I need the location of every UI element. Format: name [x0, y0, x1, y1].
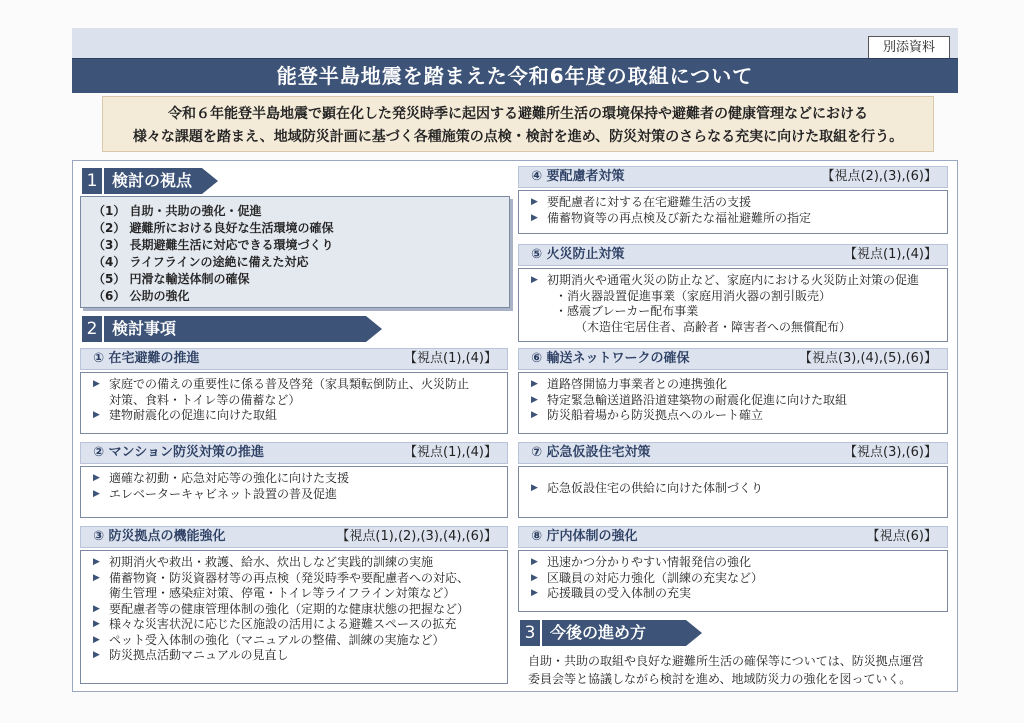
card-bullet-item: [93, 377, 501, 393]
card-c7-header: [518, 442, 948, 464]
card-title: ① 在宅避難の推進: [93, 351, 200, 366]
card-viewpoints: 【視点(1),(4)】: [404, 351, 497, 366]
bullet-marker-icon: ▶: [93, 557, 100, 567]
card-viewpoints: 【視点(3),(4),(5),(6)】: [798, 351, 937, 366]
card-item-text: 備蓄物資・防災資器材等の再点検（発災時季や要配慮者への対応、: [109, 570, 470, 585]
card-bullet-item: [93, 471, 501, 487]
summary-line: 様々な課題を踏まえ、地域防災計画に基づく各種施策の点検・検討を進め、防災対策のさらなる充実に向けた取組を行う。: [132, 129, 904, 145]
card-item-text: 応援職員の受入体制の充実: [547, 586, 692, 600]
card-item-continuation: （木造住宅居住者、高齢者・障害者への無償配布）: [575, 319, 852, 334]
card-item-continuation: ・感震ブレーカー配布事業: [555, 304, 699, 318]
card-c1-header: [80, 348, 508, 370]
card-bullet-item: [93, 487, 501, 503]
bullet-marker-icon: ▶: [531, 483, 538, 493]
viewpoints-box: [80, 196, 510, 308]
card-item-text: 迅速かつ分かりやすい情報発信の強化: [547, 555, 752, 569]
card-item-text: 道路啓開協力事業者との連携強化: [547, 377, 728, 391]
card-item-text: 家庭での備えの重要性に係る普及啓発（家具類転倒防止、火災防止: [109, 377, 470, 391]
card-c5-body: [518, 268, 948, 342]
card-bullet-item: [93, 408, 501, 424]
card-bullet-item: [531, 377, 941, 393]
card-bullet-item: [93, 602, 501, 618]
card-viewpoints: 【視点(1),(4)】: [404, 445, 497, 460]
bullet-marker-icon: ▶: [531, 557, 538, 567]
card-c5-header: [518, 244, 948, 266]
card-bullet-item: [531, 586, 941, 602]
card-item-text: 防災船着場から防災拠点へのルート確立: [547, 408, 764, 422]
card-title: ④ 要配慮者対策: [531, 169, 625, 184]
bullet-marker-icon: ▶: [531, 588, 538, 598]
card-viewpoints: 【視点(2),(3),(6)】: [821, 169, 937, 184]
card-item-text: 初期消火や救出・救護、給水、炊出しなど実践的訓練の実施: [109, 555, 434, 569]
bullet-marker-icon: ▶: [531, 379, 538, 389]
card-bullet-item: [531, 481, 941, 497]
card-c7-body: [518, 466, 948, 518]
bullet-marker-icon: ▶: [93, 650, 100, 660]
card-title: ③ 防災拠点の機能強化: [93, 529, 226, 544]
section-3-header: [520, 620, 702, 646]
card-bullet-item: [531, 273, 941, 289]
card-viewpoints: 【視点(1),(2),(3),(4),(6)】: [336, 529, 497, 544]
card-item-text: 様々な災害状況に応じた区施設の活用による避難スペースの拡充: [109, 617, 457, 631]
card-item-text: 建物耐震化の促進に向けた取組: [109, 408, 278, 422]
viewpoint-item: （1） 自助・共助の強化・促進: [93, 204, 262, 218]
bullet-marker-icon: ▶: [93, 572, 100, 583]
bullet-marker-icon: ▶: [93, 473, 100, 483]
card-title: ⑥ 輸送ネットワークの確保: [531, 351, 690, 366]
bullet-marker-icon: ▶: [93, 488, 100, 499]
card-c8-header: [518, 526, 948, 548]
future-plan-line: 自助・共助の取組や良好な避難所生活の確保等については、防災拠点運営: [528, 654, 924, 668]
section-title: 今後の進め方: [542, 620, 686, 646]
card-item-continuation: 対策、食料・トイレ等の備蓄など）: [109, 392, 301, 407]
bullet-marker-icon: ▶: [93, 634, 100, 645]
title-strip: [72, 28, 958, 58]
card-item-text: エレベーターキャビネット設置の普及促進: [109, 486, 338, 501]
card-viewpoints: 【視点(6)】: [866, 529, 937, 544]
summary-box: [102, 96, 934, 152]
section-number: 3: [520, 620, 540, 646]
card-c8-body: [518, 550, 948, 612]
card-bullet-item: [531, 393, 941, 409]
card-c4-header: [518, 166, 948, 188]
card-bullet-item: [93, 555, 501, 571]
card-bullet-item: [531, 211, 941, 227]
bullet-marker-icon: ▶: [93, 410, 100, 420]
card-item-text: 区職員の対応力強化（訓練の充実など）: [547, 570, 764, 585]
attachment-label: 別添資料: [868, 36, 950, 60]
card-bullet-item: [531, 571, 941, 587]
arrow-icon: [366, 316, 382, 342]
card-item-text: 特定緊急輸送道路沿道建築物の耐震化促進に向けた取組: [547, 392, 848, 407]
card-item-text: 防災拠点活動マニュアルの見直し: [109, 648, 289, 662]
card-c6-header: [518, 348, 948, 370]
card-bullet-item: [93, 617, 501, 633]
section-title: 検討の視点: [104, 168, 202, 194]
card-title: ② マンション防災対策の推進: [93, 445, 264, 460]
bullet-marker-icon: ▶: [93, 619, 100, 629]
card-c1-body: [80, 372, 508, 434]
section-1-header: [82, 168, 218, 194]
arrow-icon: [686, 620, 702, 646]
card-viewpoints: 【視点(3),(6)】: [844, 445, 937, 460]
section-title: 検討事項: [104, 316, 366, 342]
card-item-text: 要配慮者に対する在宅避難生活の支援: [547, 195, 752, 209]
card-c3-body: [80, 550, 508, 684]
card-title: ⑧ 庁内体制の強化: [531, 529, 638, 544]
card-c4-body: [518, 190, 948, 234]
card-item-text: 適確な初動・応急対応等の強化に向けた支援: [109, 471, 350, 485]
card-title: ⑦ 応急仮設住宅対策: [531, 445, 651, 460]
card-c6-body: [518, 372, 948, 434]
card-item-text: 初期消火や通電火災の防止など、家庭内における火災防止対策の促進: [547, 273, 920, 287]
viewpoint-item: （3） 長期避難生活に対応できる環境づくり: [93, 238, 334, 252]
bullet-marker-icon: ▶: [531, 572, 538, 583]
card-bullet-item: [93, 633, 501, 649]
bullet-marker-icon: ▶: [531, 275, 538, 285]
card-c2-header: [80, 442, 508, 464]
summary-line: 令和６年能登半島地震で顕在化した発災時季に起因する避難所生活の環境保持や避難者の健康管理などにおける: [168, 106, 868, 122]
bullet-marker-icon: ▶: [531, 197, 538, 207]
future-plan-line: 委員会等と協議しながら検討を進め、地域防災力の強化を図っていく。: [528, 672, 912, 686]
card-bullet-item: [93, 648, 501, 664]
card-item-continuation: 衛生管理・感染症対策、停電・トイレ等ライフライン対策など）: [109, 586, 456, 600]
card-item-text: 要配慮者等の健康管理体制の強化（定期的な健康状態の把握など）: [109, 601, 470, 616]
card-c3-header: [80, 526, 508, 548]
future-plan-text: [528, 652, 948, 688]
arrow-icon: [202, 168, 218, 194]
bullet-marker-icon: ▶: [531, 394, 538, 405]
viewpoint-item: （4） ライフラインの途絶に備えた対応: [93, 255, 309, 269]
bullet-marker-icon: ▶: [93, 603, 100, 614]
section-2-header: [82, 316, 382, 342]
document-title: 能登半島地震を踏まえた令和6年度の取組について: [72, 58, 958, 93]
card-viewpoints: 【視点(1),(4)】: [844, 247, 937, 262]
bullet-marker-icon: ▶: [531, 410, 538, 420]
card-bullet-item: [531, 195, 941, 211]
card-c2-body: [80, 466, 508, 518]
viewpoint-item: （6） 公助の強化: [93, 289, 190, 303]
section-number: 1: [82, 168, 102, 194]
card-item-text: ペット受入体制の強化（マニュアルの整備、訓練の実施など）: [109, 632, 445, 647]
viewpoints-list: [81, 197, 509, 305]
viewpoint-item: （5） 円滑な輸送体制の確保: [93, 272, 250, 286]
card-bullet-item: [531, 408, 941, 424]
card-item-text: 応急仮設住宅の供給に向けた体制づくり: [547, 481, 764, 495]
viewpoint-item: （2） 避難所における良好な生活環境の確保: [93, 221, 334, 235]
card-bullet-item: [93, 571, 501, 587]
card-item-text: 備蓄物資等の再点検及び新たな福祉避難所の指定: [547, 210, 812, 225]
section-number: 2: [82, 316, 102, 342]
card-title: ⑤ 火災防止対策: [531, 247, 625, 262]
card-bullet-item: [531, 555, 941, 571]
bullet-marker-icon: ▶: [531, 212, 538, 223]
bullet-marker-icon: ▶: [93, 379, 100, 389]
card-item-continuation: ・消火器設置促進事業（家庭用消火器の割引販売）: [555, 288, 832, 303]
